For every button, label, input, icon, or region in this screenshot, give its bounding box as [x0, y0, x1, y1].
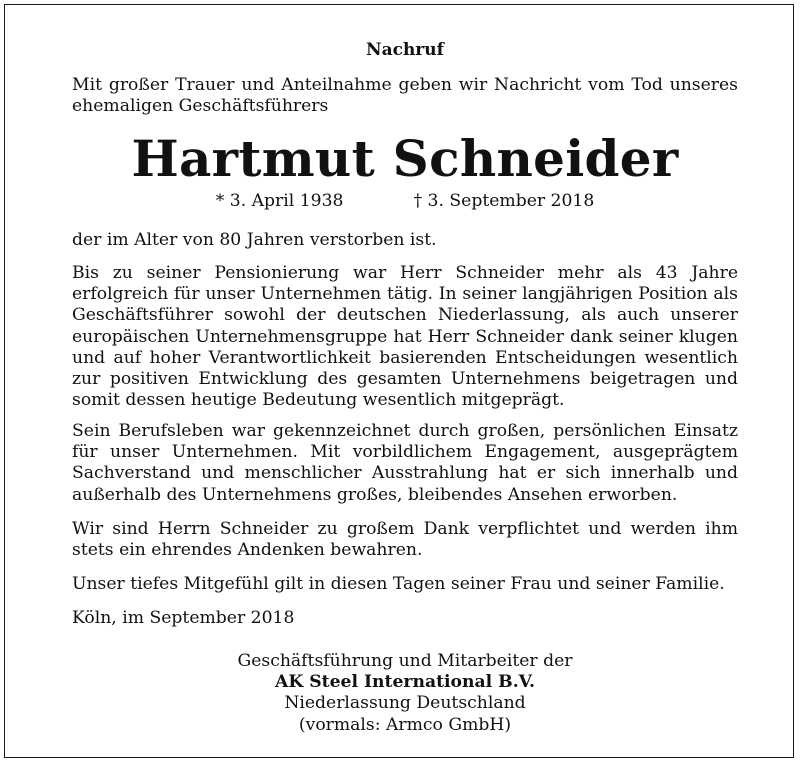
place-date: Köln, im September 2018: [72, 608, 295, 628]
signature-block: [72, 651, 738, 736]
life-dates: [72, 190, 738, 212]
paragraph-career: Bis zu seiner Pensionierung war Herr Schneider mehr als 43 Jahre erfolgreich für unser Unternehmen tätig. In seiner langjährigen Position als Geschäftsführer sowohl der deutschen Niederlassung, als auch unserer europäischen Unternehmensgruppe hat Herr Schneider dank seiner klugen und auf hoher Verantwortlichkeit basierenden Entscheidungen wesentlich zur positiven Entwicklung des gesamten Unternehmens beigetragen und somit dessen heutige Bedeutung wesentlich mitgeprägt.: [72, 263, 738, 411]
company-name: AK Steel International B.V.: [275, 672, 535, 693]
paragraph-dedication: Sein Berufsleben war gekennzeichnet durch großen, persönlichen Einsatz für unser Unternehmen. Mit vorbildlichem Engagement, ausgeprägtem Sachverstand und menschlicher Ausstrahlung hat er sich innerhalb und außerhalb des Unternehmens großes, bleibendes Ansehen erworben.: [72, 421, 738, 505]
paragraph-condolence: Unser tiefes Mitgefühl gilt in diesen Tagen seiner Frau und seiner Familie.: [72, 574, 725, 594]
signature-line-staff: Geschäftsführung und Mitarbeiter der: [237, 651, 573, 671]
paragraph-gratitude: Wir sind Herrn Schneider zu großem Dank verpflichtet und werden ihm stets ein ehrendes Andenken bewahren.: [72, 519, 738, 561]
intro-text: Mit großer Trauer und Anteilnahme geben wir Nachricht vom Tod unseres ehemaligen Geschäftsführers: [72, 75, 738, 117]
death-date: † 3. September 2018: [413, 191, 595, 211]
notice-heading: Nachruf: [366, 40, 444, 60]
signature-line-branch: Niederlassung Deutschland: [284, 693, 526, 714]
birth-date: * 3. April 1938: [215, 191, 344, 211]
deceased-name: Hartmut Schneider: [131, 129, 679, 188]
signature-line-former: (vormals: Armco GmbH): [298, 714, 512, 735]
obituary-notice: [4, 4, 794, 758]
age-line: der im Alter von 80 Jahren verstorben ist.: [72, 230, 437, 250]
